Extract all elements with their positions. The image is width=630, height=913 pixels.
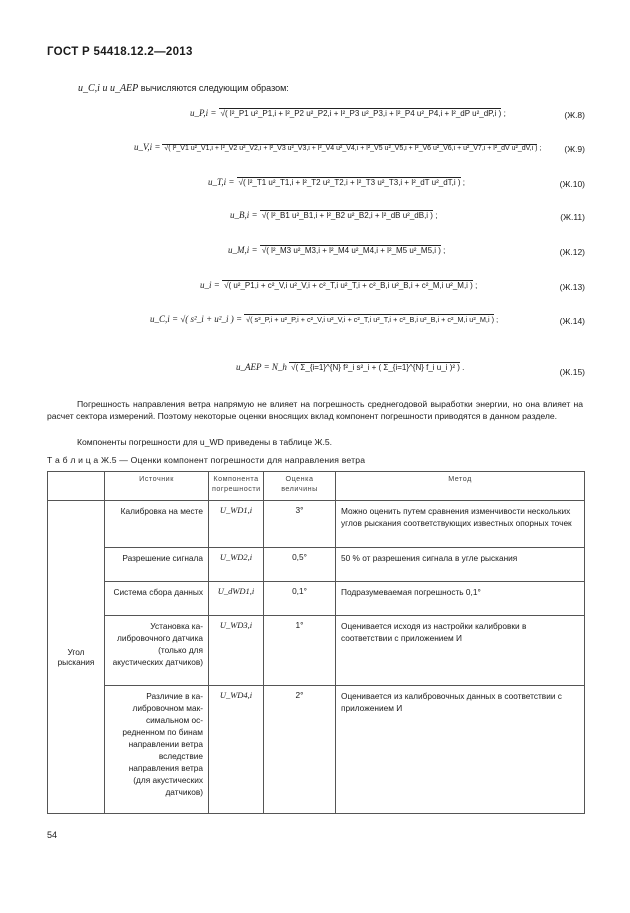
- equation-number-j11: (Ж.11): [560, 212, 585, 222]
- method-cell: Оцениваетcя из калибровочных данных в соответствии с приложением И: [336, 686, 585, 814]
- paragraph-components-ref: Компоненты погрешности для u_WD приведены в таблице Ж.5.: [77, 437, 333, 447]
- equation-j9: u_V,i = √( l²_V1 u²_V1,i + l²_V2 u²_V2,i + l²_V3 u²_V3,i + l²_V4 u²_V4,i + l²_V5 u²_V5,i + l²_V6 u²_V6,i + u²_V7,i + l²_dV u²_dV,i ) ;: [134, 142, 542, 152]
- equation-j8: u_P,i = √( l²_P1 u²_P1,i + l²_P2 u²_P2,i + l²_P3 u²_P3,i + l²_P4 u²_P4,i + l²_dP u²_dP,i ) ;: [190, 108, 506, 118]
- equation-number-j8: (Ж.8): [564, 110, 585, 120]
- value-cell: 2°: [264, 686, 336, 814]
- method-cell: Подразумеваемая погрешность 0,1°: [336, 582, 585, 616]
- equation-number-j13: (Ж.13): [559, 282, 585, 292]
- equation-j12: u_M,i = √( l²_M3 u²_M3,i + l²_M4 u²_M4,i + l²_M5 u²_M5,i ) ;: [228, 245, 446, 255]
- table-caption: Т а б л и ц а Ж.5 — Оценки компонент погрешности для направления ветра: [47, 455, 366, 465]
- header-empty: [48, 472, 105, 501]
- value-cell: 0,5°: [264, 548, 336, 582]
- equation-number-j15: (Ж.15): [559, 367, 585, 377]
- source-cell: Калибровка на месте: [105, 501, 209, 548]
- component-cell: U_WD2,i: [209, 548, 264, 582]
- equation-j15: u_AEP = N_h √( Σ_{i=1}^{N} f²_i s²_i + ( Σ_{i=1}^{N} f_i u_i )² ) .: [236, 362, 465, 372]
- header-component: Компонента погрешности: [209, 472, 264, 501]
- equation-j10: u_T,i = √( l²_T1 u²_T1,i + l²_T2 u²_T2,i + l²_T3 u²_T3,i + l²_dT u²_dT,i ) ;: [208, 177, 465, 187]
- equation-number-j12: (Ж.12): [559, 247, 585, 257]
- table-header-row: [48, 472, 585, 501]
- header-value: Оценка величины: [264, 472, 336, 501]
- category-cell: Угол рыскания: [48, 501, 105, 814]
- equation-j14: u_C,i = √( s²_i + u²_i ) = √( s²_P,i + u²_P,i + c²_V,i u²_V,i + c²_T,i u²_T,i + c²_B,i u²_B,i + c²_M,i u²_M,i ) ;: [150, 314, 499, 324]
- table-row: [48, 616, 585, 686]
- intro-line: [78, 83, 289, 94]
- header-method: Метод: [336, 472, 585, 501]
- value-cell: 3°: [264, 501, 336, 548]
- header-source: Источник: [105, 472, 209, 501]
- table-row: [48, 548, 585, 582]
- equation-number-j9: (Ж.9): [564, 144, 585, 154]
- page-number: 54: [47, 830, 58, 840]
- component-cell: U_WD1,i: [209, 501, 264, 548]
- component-cell: U_WD4,i: [209, 686, 264, 814]
- source-cell: Разрешение сигнала: [105, 548, 209, 582]
- uncertainty-table: [47, 471, 585, 814]
- table-row: [48, 501, 585, 548]
- equation-j11: u_B,i = √( l²_B1 u²_B1,i + l²_B2 u²_B2,i + l²_dB u²_dB,i ) ;: [230, 210, 438, 220]
- component-cell: U_WD3,i: [209, 616, 264, 686]
- paragraph-wind-direction: Погрешность направления ветра напрямую не влияет на погрешность среднегодовой выработки энергии, но она влияет на расчет сектора измерений. Поэтому некоторые оценки вносящих вклад компонент погрешности приводятся в данном разделе.: [47, 399, 583, 421]
- value-cell: 0,1°: [264, 582, 336, 616]
- intro-variables: u_C,i и u_AEP: [78, 83, 139, 94]
- table-row: [48, 686, 585, 814]
- intro-text: вычисляются следующим образом:: [140, 83, 289, 93]
- method-cell: 50 % от разрешения сигнала в угле рыскания: [336, 548, 585, 582]
- source-cell: Система сбора данных: [105, 582, 209, 616]
- value-cell: 1°: [264, 616, 336, 686]
- equation-number-j14: (Ж.14): [559, 316, 585, 326]
- source-cell: Установка калибровочного датчика (только для акустических датчиков): [105, 616, 209, 686]
- equation-number-j10: (Ж.10): [559, 179, 585, 189]
- method-cell: Оценивается исходя из настройки калибровки в соответствии с приложением И: [336, 616, 585, 686]
- method-cell: Можно оценить путем сравнения изменчивости нескольких углов рыскания соответствующих известных опорных точек: [336, 501, 585, 548]
- document-header: ГОСТ Р 54418.12.2—2013: [47, 46, 193, 58]
- source-cell: Различие в калибровочном максимальном осредненном по бинам направлении ветра вследствие направления ветра (для акустических датчиков): [105, 686, 209, 814]
- component-cell: U_dWD1,i: [209, 582, 264, 616]
- equation-j13: u_i = √( u²_P1,i + c²_V,i u²_V,i + c²_T,i u²_T,i + c²_B,i u²_B,i + c²_M,i u²_M,i ) ;: [200, 280, 478, 290]
- table-row: [48, 582, 585, 616]
